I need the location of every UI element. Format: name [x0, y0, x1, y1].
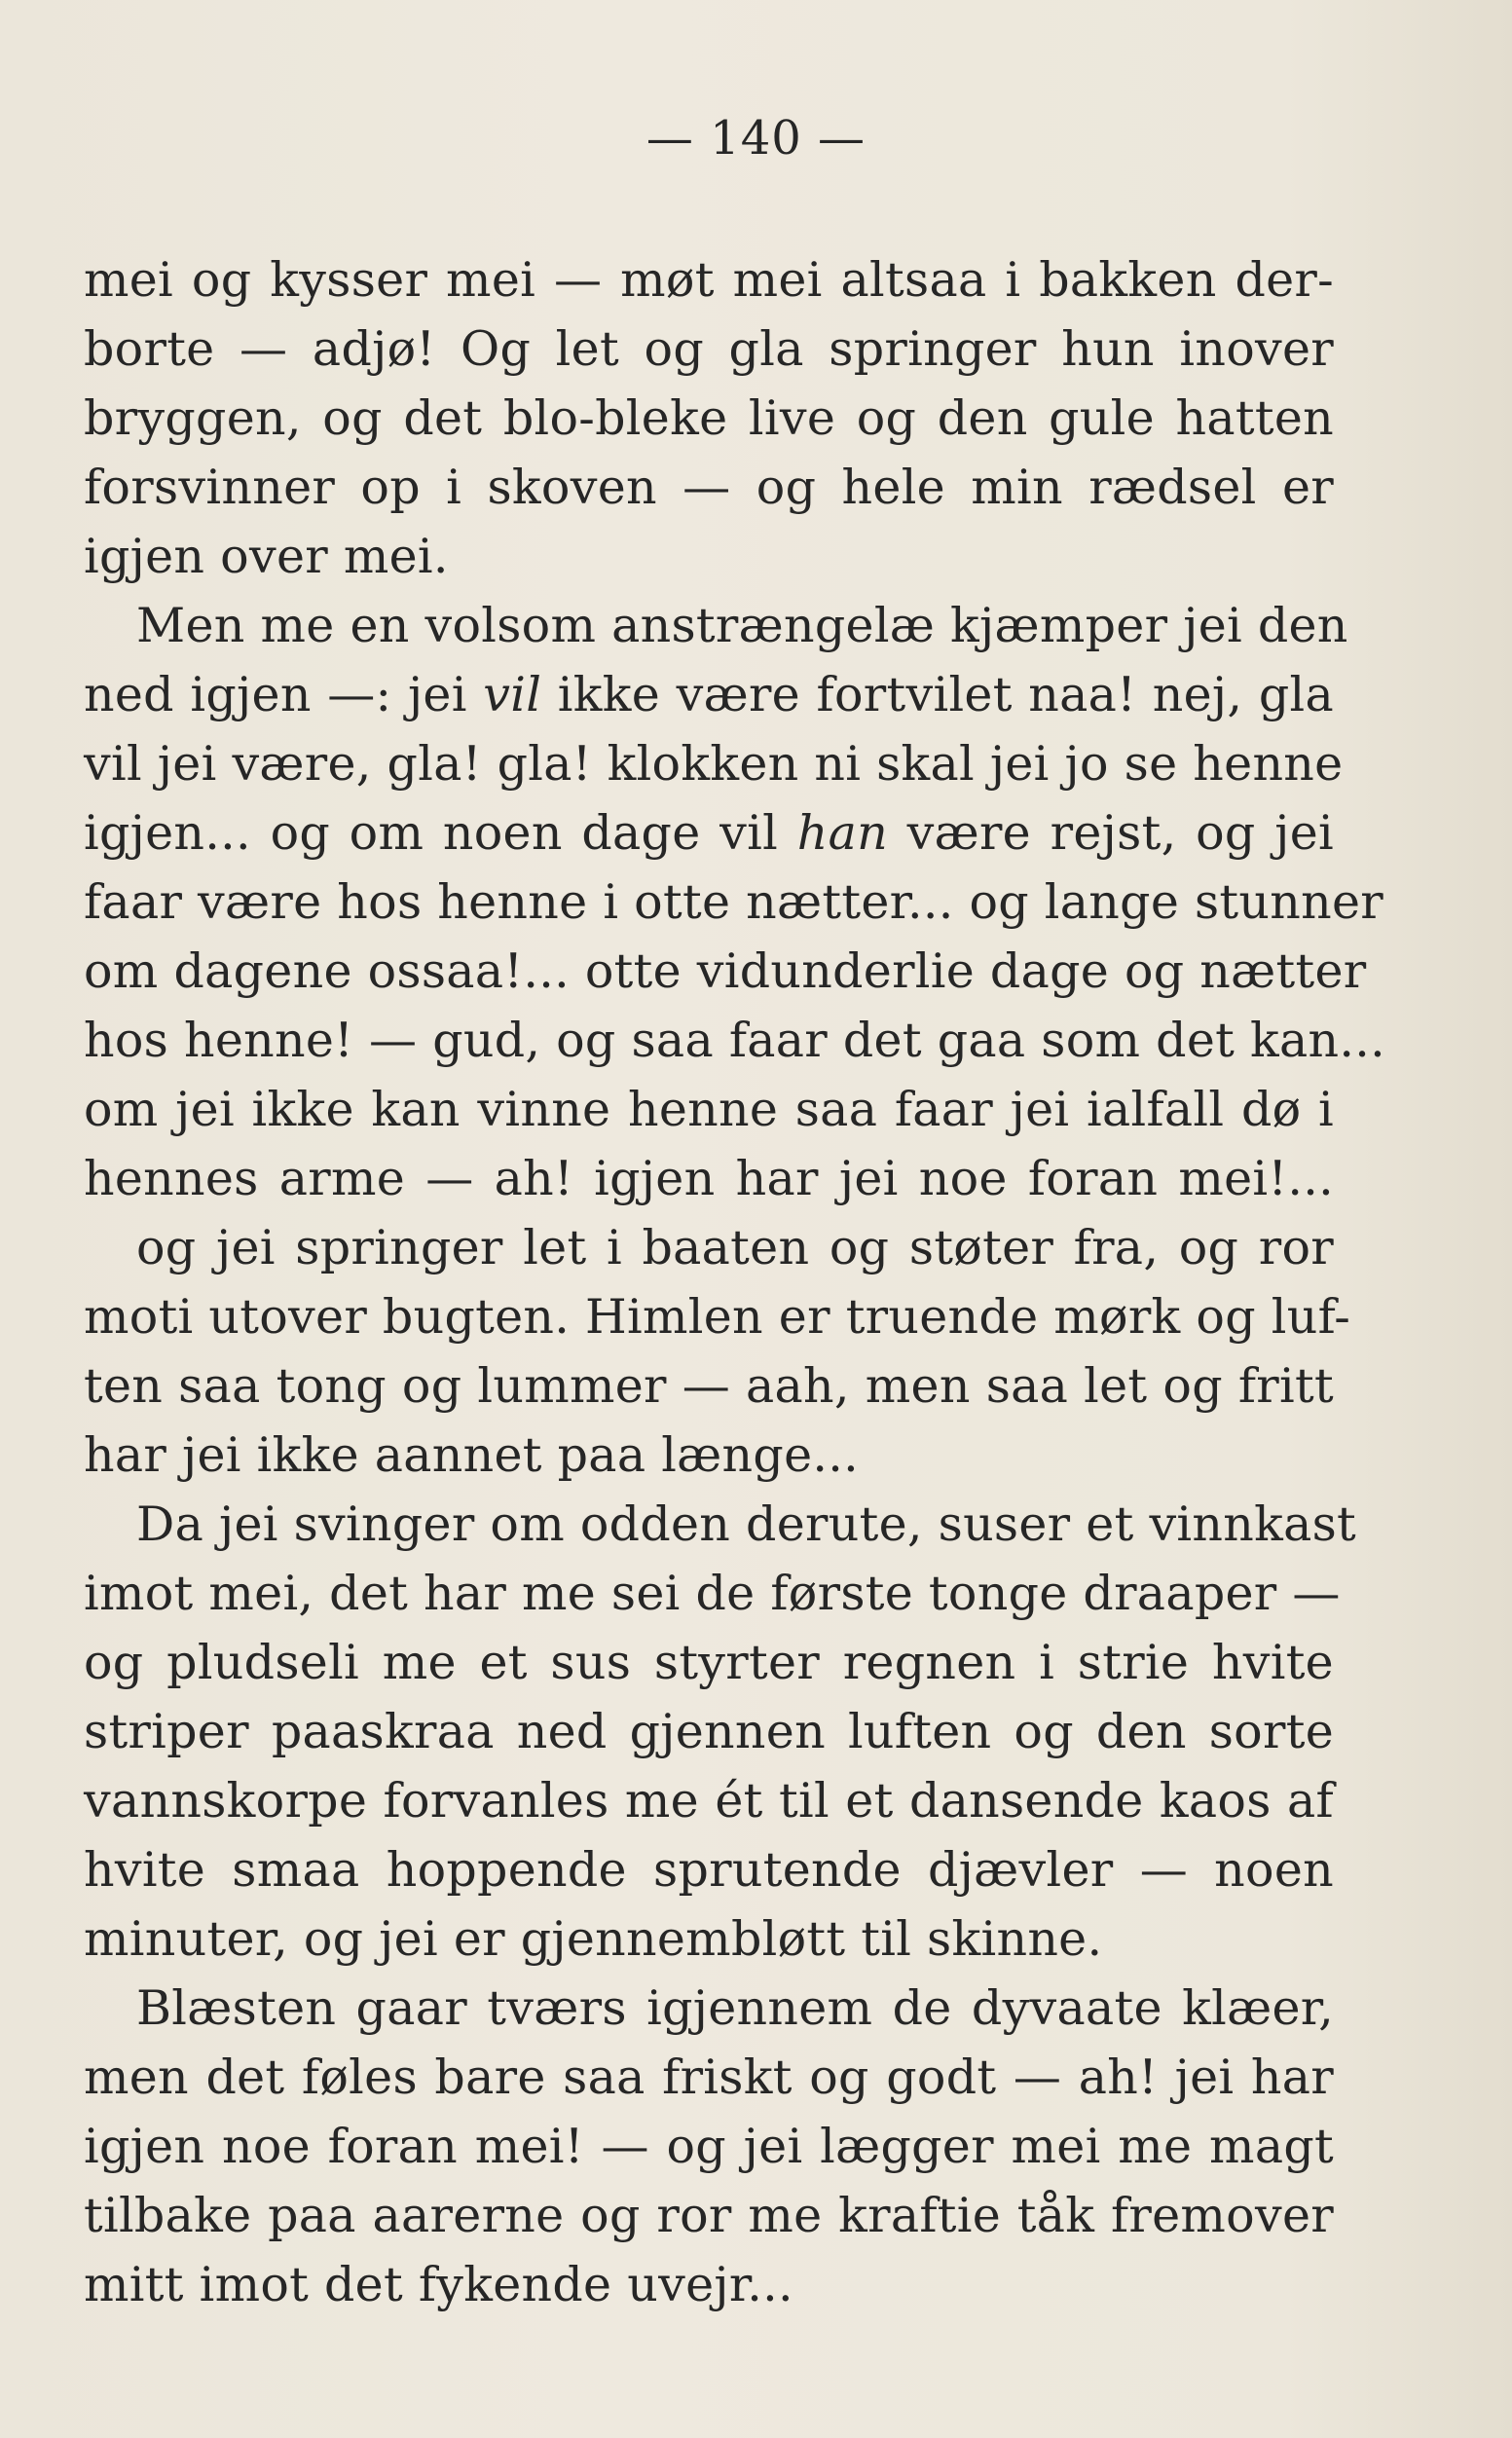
text-line: striper paaskraa ned gjennen luften og den sorte	[84, 1704, 1334, 1759]
text-line: mitt imot det fykende uvejr...	[84, 2257, 793, 2312]
text-line: moti utover bugten. Himlen er truende mørk og luf-	[84, 1289, 1351, 1345]
text-line: har jei ikke aannet paa længe...	[84, 1427, 859, 1483]
text-line: ten saa tong og lummer — aah, men saa let og fritt	[84, 1358, 1334, 1414]
text-fragment: være rejst, og jei	[887, 805, 1334, 861]
text-line: igjen noe foran mei! — og jei lægger mei me magt	[84, 2119, 1334, 2174]
text-line: tilbake paa aarerne og ror me kraftie tåk fremover	[84, 2188, 1334, 2243]
emphasized-word: han	[796, 805, 888, 861]
text-line: forsvinner op i skoven — og hele min rædsel er	[84, 460, 1334, 515]
text-line: vannskorpe forvanles me ét til et dansende kaos af	[84, 1773, 1334, 1828]
text-line: vil jei være, gla! gla! klokken ni skal jei jo se henne	[84, 736, 1344, 792]
text-fragment: ikke være fortvilet naa! nej, gla	[541, 667, 1334, 722]
text-line	[84, 660, 1334, 729]
text-line: og jei springer let i baaten og støter fra, og ror	[136, 1220, 1334, 1275]
text-line: hennes arme — ah! igjen har jei noe foran mei!...	[84, 1151, 1334, 1206]
text-line: og pludseli me et sus styrter regnen i strie hvite	[84, 1635, 1334, 1690]
page-number: — 140 —	[645, 111, 867, 166]
text-line: borte — adjø! Og let og gla springer hun inover	[84, 321, 1334, 377]
text-line: Da jei svinger om odden derute, suser et vinnkast	[136, 1496, 1357, 1552]
text-line: om dagene ossaa!... otte vidunderlie dage og nætter	[84, 943, 1367, 999]
text-line: om jei ikke kan vinne henne saa faar jei ialfall dø i	[84, 1082, 1334, 1137]
text-line: faar være hos henne i otte nætter... og lange stunner	[84, 874, 1384, 930]
text-line: hos henne! — gud, og saa faar det gaa som det kan...	[84, 1013, 1385, 1068]
text-fragment: ned igjen —: jei	[84, 667, 484, 722]
text-line: mei og kysser mei — møt mei altsaa i bakken der-	[84, 252, 1334, 308]
text-line: minuter, og jei er gjennembløtt til skinne.	[84, 1911, 1103, 1967]
text-line: bryggen, og det blo-bleke live og den gule hatten	[84, 390, 1334, 446]
body-text	[84, 245, 1385, 2319]
text-fragment: igjen... og om noen dage vil	[84, 805, 797, 861]
text-line: hvite smaa hoppende sprutende djævler — noen	[84, 1842, 1334, 1898]
text-line: Blæsten gaar tværs igjennem de dyvaate klæer,	[136, 1980, 1334, 2036]
emphasized-word: vil	[483, 667, 542, 722]
text-line: imot mei, det har me sei de første tonge draaper —	[84, 1566, 1341, 1621]
text-line: igjen over mei.	[84, 529, 449, 584]
text-line: Men me en volsom anstrængelæ kjæmper jei den	[136, 598, 1348, 653]
text-line	[84, 798, 1334, 868]
text-line: men det føles bare saa friskt og godt — ah! jei har	[84, 2050, 1334, 2105]
